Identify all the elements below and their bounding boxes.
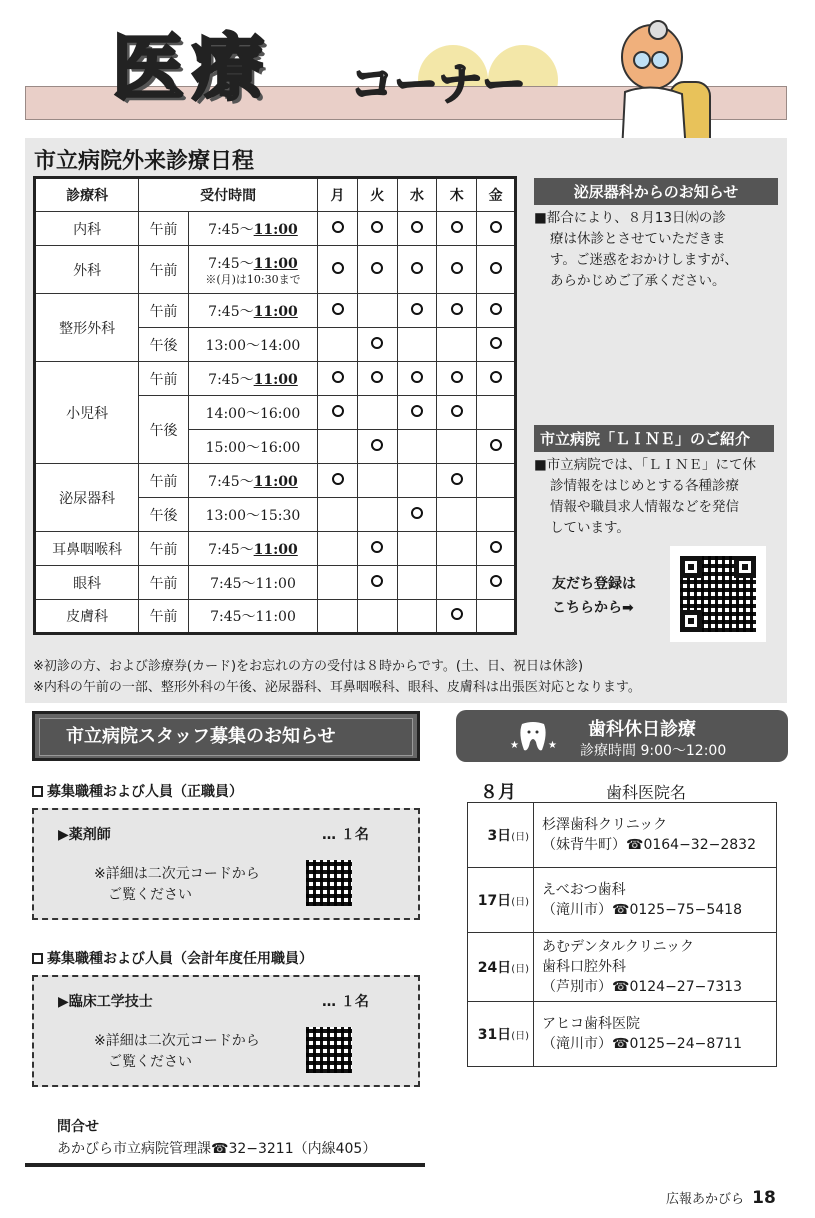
time-cell: 7:45〜11:00 xyxy=(188,600,317,634)
period-cell: 午前 xyxy=(139,532,189,566)
clinic-cell: あむデンタルクリニック 歯科口腔外科 （芦別市）☎0124−27−7313 xyxy=(534,933,777,1002)
open-mark xyxy=(451,221,463,233)
period-cell: 午前 xyxy=(139,246,189,294)
qr-code[interactable] xyxy=(306,1027,352,1073)
dental-schedule-table xyxy=(467,802,777,1067)
open-mark xyxy=(371,262,383,274)
table-row xyxy=(35,362,516,396)
time-cell: 7:45〜11:00 xyxy=(188,566,317,600)
header-wed: 水 xyxy=(397,178,437,212)
time-cell: 14:00〜16:00 xyxy=(188,396,317,430)
open-mark xyxy=(332,221,344,233)
dental-holiday-header xyxy=(456,710,788,762)
dept-cell: 皮膚科 xyxy=(35,600,139,634)
open-mark xyxy=(411,405,423,417)
time-cell: 7:45〜11:00 xyxy=(188,532,317,566)
dept-cell: 泌尿器科 xyxy=(35,464,139,532)
outpatient-schedule-table xyxy=(33,176,517,635)
table-row xyxy=(35,600,516,634)
page-title: 医療 xyxy=(112,26,273,110)
table-row xyxy=(35,246,516,294)
dental-hours: 診療時間 9:00〜12:00 xyxy=(580,743,727,759)
open-mark xyxy=(332,405,344,417)
table-row xyxy=(35,532,516,566)
period-cell: 午後 xyxy=(139,328,189,362)
divider xyxy=(25,1163,425,1167)
schedule-title: 市立病院外来診療日程 xyxy=(34,149,255,174)
open-mark xyxy=(451,608,463,620)
dental-col-name: 歯科医院名 xyxy=(606,783,687,802)
header-reception-time: 受付時間 xyxy=(139,178,318,212)
time-cell: 13:00〜15:30 xyxy=(188,498,317,532)
job-title: ▶薬剤師 xyxy=(58,827,111,843)
qr-code[interactable] xyxy=(306,860,352,906)
open-mark xyxy=(371,337,383,349)
date-cell: 3日(日) xyxy=(468,803,534,868)
schedule-note-1: ※初診の方、および診療券(カード)をお忘れの方の受付は８時からです。(土、日、祝日は休診) xyxy=(33,659,584,674)
table-row xyxy=(35,212,516,246)
clinic-cell: アヒコ歯科医院 （滝川市）☎0125−24−8711 xyxy=(534,1002,777,1067)
open-mark xyxy=(451,473,463,485)
page-footer xyxy=(666,1188,776,1208)
header-fri: 金 xyxy=(477,178,516,212)
header-dept: 診療科 xyxy=(35,178,139,212)
page-subtitle: コーナー xyxy=(350,59,526,110)
tooth-icon xyxy=(508,720,558,754)
time-cell: 7:45〜11:00 xyxy=(188,464,317,498)
period-cell: 午前 xyxy=(139,464,189,498)
period-cell: 午前 xyxy=(139,566,189,600)
period-cell: 午前 xyxy=(139,294,189,328)
table-row xyxy=(468,868,777,933)
staff-recruit-header: 市立病院スタッフ募集のお知らせ xyxy=(32,711,420,761)
urology-notice-body: ■都合により、８月13日㈬の診 療は休診とさせていただきま す。ご迷惑をおかけしますが、 あらかじめご了承ください。 xyxy=(534,210,738,289)
detail-text: ※詳細は二次元コードから ご覧ください xyxy=(94,1033,260,1070)
job-title: ▶臨床工学技士 xyxy=(58,994,153,1010)
table-row xyxy=(35,464,516,498)
period-cell: 午後 xyxy=(139,498,189,532)
open-mark xyxy=(490,439,502,451)
open-mark xyxy=(490,541,502,553)
time-cell: 7:45〜11:00 xyxy=(188,362,317,396)
dental-title: 歯科休日診療 xyxy=(588,719,696,740)
period-cell: 午前 xyxy=(139,600,189,634)
recruit-box-2 xyxy=(32,975,420,1087)
svg-text:★: ★ xyxy=(510,740,519,751)
period-cell: 午前 xyxy=(139,362,189,396)
header-tue: 火 xyxy=(357,178,397,212)
time-cell: 7:45〜11:00 xyxy=(188,294,317,328)
header-thu: 木 xyxy=(437,178,477,212)
table-row xyxy=(468,933,777,1002)
recruit-section-2-title: 募集職種および人員（会計年度任用職員） xyxy=(32,948,313,968)
open-mark xyxy=(411,303,423,315)
recruit-section-1-title: 募集職種および人員（正職員） xyxy=(32,781,243,801)
table-row xyxy=(468,1002,777,1067)
urology-notice-title: 泌尿器科からのお知らせ xyxy=(534,178,778,205)
recruit-box-1 xyxy=(32,808,420,920)
table-header-row xyxy=(35,178,516,212)
open-mark xyxy=(371,575,383,587)
date-cell: 24日(日) xyxy=(468,933,534,1002)
line-notice-title: 市立病院「ＬＩＮＥ」のご紹介 xyxy=(534,425,774,452)
open-mark xyxy=(490,337,502,349)
dept-cell: 小児科 xyxy=(35,362,139,464)
open-mark xyxy=(451,405,463,417)
date-cell: 17日(日) xyxy=(468,868,534,933)
line-notice-body: ■市立病院では、「ＬＩＮＥ」にて休 診情報をはじめとする各種診療 情報や職員求人情報などを発信 しています。 xyxy=(534,457,757,536)
dept-cell: 眼科 xyxy=(35,566,139,600)
dept-cell: 整形外科 xyxy=(35,294,139,362)
open-mark xyxy=(371,541,383,553)
contact-title: 問合せ xyxy=(57,1119,99,1135)
line-qr-code[interactable] xyxy=(670,546,766,642)
time-note: ※(月)は10:30まで xyxy=(205,273,301,286)
job-count: … １名 xyxy=(322,827,369,843)
period-cell: 午前 xyxy=(139,212,189,246)
header-mon: 月 xyxy=(318,178,358,212)
schedule-note-2: ※内科の午前の一部、整形外科の午後、泌尿器科、耳鼻咽喉科、眼科、皮膚科は出張医対応となります。 xyxy=(33,680,641,695)
period-cell: 午後 xyxy=(139,396,189,464)
clinic-cell: 杉澤歯科クリニック （妹背牛町）☎0164−32−2832 xyxy=(534,803,777,868)
open-mark xyxy=(451,303,463,315)
time-cell: 7:45〜11:00 xyxy=(188,212,317,246)
open-mark xyxy=(451,371,463,383)
open-mark xyxy=(490,575,502,587)
time-cell: 15:00〜16:00 xyxy=(188,430,317,464)
publication-name: 広報あかびら xyxy=(666,1192,745,1207)
detail-text: ※詳細は二次元コードから ご覧ください xyxy=(94,866,260,903)
job-count: … １名 xyxy=(322,994,369,1010)
svg-text:★: ★ xyxy=(548,740,557,751)
open-mark xyxy=(371,371,383,383)
open-mark xyxy=(371,221,383,233)
table-row xyxy=(35,566,516,600)
table-row xyxy=(468,803,777,868)
contact-text: あかびら市立病院管理課☎32−3211（内線405） xyxy=(57,1141,377,1157)
page-number: 18 xyxy=(752,1188,776,1208)
time-cell: 7:45〜11:00 ※(月)は10:30まで xyxy=(188,246,317,294)
open-mark xyxy=(332,473,344,485)
open-mark xyxy=(332,303,344,315)
open-mark xyxy=(411,371,423,383)
open-mark xyxy=(411,221,423,233)
contact-block xyxy=(57,1116,376,1160)
dept-cell: 内科 xyxy=(35,212,139,246)
open-mark xyxy=(332,371,344,383)
time-cell: 13:00〜14:00 xyxy=(188,328,317,362)
dept-cell: 耳鼻咽喉科 xyxy=(35,532,139,566)
open-mark xyxy=(411,262,423,274)
dept-cell: 外科 xyxy=(35,246,139,294)
clinic-cell: えべおつ歯科 （滝川市）☎0125−75−5418 xyxy=(534,868,777,933)
open-mark xyxy=(490,371,502,383)
date-cell: 31日(日) xyxy=(468,1002,534,1067)
open-mark xyxy=(451,262,463,274)
open-mark xyxy=(332,262,344,274)
open-mark xyxy=(411,507,423,519)
open-mark xyxy=(490,262,502,274)
open-mark xyxy=(371,439,383,451)
friend-register-text: 友だち登録は こちらから➡ xyxy=(552,576,636,616)
open-mark xyxy=(490,221,502,233)
table-row xyxy=(35,294,516,328)
dental-month: ８月 xyxy=(480,782,516,803)
open-mark xyxy=(490,303,502,315)
